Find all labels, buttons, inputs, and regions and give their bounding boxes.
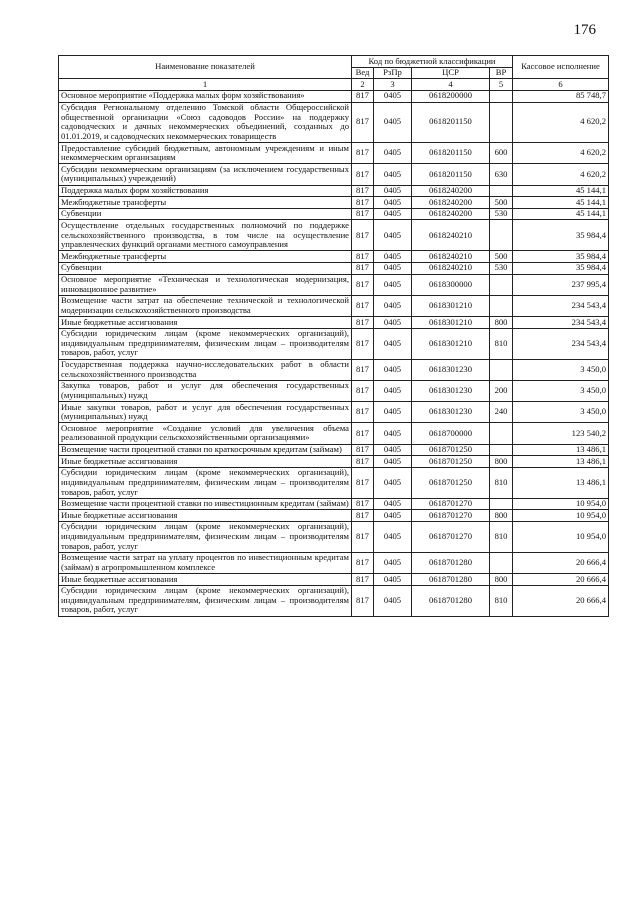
- cell-csr: 0618700000: [412, 423, 490, 444]
- cell-csr: 0618201150: [412, 143, 490, 164]
- cell-name: Субвенции: [59, 208, 352, 220]
- header-num-1: 1: [59, 79, 352, 91]
- table-row: [59, 102, 609, 143]
- table-row: [59, 220, 609, 251]
- cell-vr: 530: [490, 262, 513, 274]
- header-vr: ВР: [490, 67, 513, 79]
- cell-name: Основное мероприятие «Создание условий для увеличения объема реализованной продукции сельскохозяйственными организациями»: [59, 423, 352, 444]
- cell-amount: 234 543,4: [513, 317, 609, 329]
- cell-vr: [490, 444, 513, 456]
- cell-csr: 0618200000: [412, 90, 490, 102]
- cell-csr: 0618301230: [412, 359, 490, 380]
- table-row: [59, 380, 609, 401]
- cell-amount: 234 543,4: [513, 328, 609, 359]
- cell-name: Основное мероприятие «Техническая и технологическая модернизация, инновационное развитие»: [59, 274, 352, 295]
- cell-amount: 35 984,4: [513, 220, 609, 251]
- table-row: [59, 197, 609, 209]
- table-row: [59, 262, 609, 274]
- cell-rzpr: 0405: [374, 467, 412, 498]
- cell-ved: 817: [352, 521, 374, 552]
- cell-name: Субсидии юридическим лицам (кроме некоммерческих организаций), индивидуальным предпринимателям, физическим лицам – производителям товаров, работ, услуг: [59, 467, 352, 498]
- cell-vr: [490, 102, 513, 143]
- cell-vr: [490, 498, 513, 510]
- cell-vr: [490, 220, 513, 251]
- cell-amount: 20 666,4: [513, 552, 609, 573]
- header-num-6: 6: [513, 79, 609, 91]
- cell-rzpr: 0405: [374, 197, 412, 209]
- cell-ved: 817: [352, 498, 374, 510]
- table-row: [59, 402, 609, 423]
- header-ved: Вед: [352, 67, 374, 79]
- cell-vr: 240: [490, 402, 513, 423]
- cell-amount: 10 954,0: [513, 521, 609, 552]
- cell-vr: 600: [490, 143, 513, 164]
- cell-vr: 800: [490, 317, 513, 329]
- cell-vr: 810: [490, 521, 513, 552]
- cell-vr: [490, 423, 513, 444]
- cell-csr: 0618301210: [412, 328, 490, 359]
- cell-rzpr: 0405: [374, 317, 412, 329]
- cell-amount: 3 450,0: [513, 380, 609, 401]
- cell-ved: 817: [352, 444, 374, 456]
- cell-ved: 817: [352, 295, 374, 316]
- cell-vr: 530: [490, 208, 513, 220]
- cell-amount: 13 486,1: [513, 456, 609, 468]
- cell-ved: 817: [352, 423, 374, 444]
- cell-rzpr: 0405: [374, 102, 412, 143]
- cell-amount: 4 620,2: [513, 164, 609, 185]
- cell-amount: 45 144,1: [513, 185, 609, 197]
- page-number: 176: [573, 22, 596, 38]
- header-num-3: 3: [374, 79, 412, 91]
- table-row: [59, 317, 609, 329]
- cell-csr: 0618240200: [412, 208, 490, 220]
- table-row: [59, 359, 609, 380]
- header-num-5: 5: [490, 79, 513, 91]
- cell-rzpr: 0405: [374, 402, 412, 423]
- cell-amount: 234 543,4: [513, 295, 609, 316]
- cell-name: Межбюджетные трансферты: [59, 197, 352, 209]
- table-row: [59, 498, 609, 510]
- header-rzpr: РзПр: [374, 67, 412, 79]
- cell-rzpr: 0405: [374, 208, 412, 220]
- cell-ved: 817: [352, 380, 374, 401]
- cell-ved: 817: [352, 510, 374, 522]
- table-header: [59, 56, 609, 91]
- cell-ved: 817: [352, 143, 374, 164]
- cell-vr: [490, 295, 513, 316]
- table-row: [59, 521, 609, 552]
- cell-ved: 817: [352, 90, 374, 102]
- cell-ved: 817: [352, 220, 374, 251]
- cell-name: Субсидия Региональному отделению Томской области Общероссийской общественной организации «Союз садоводов России» на поддержку садоводческих и дачных некоммерческих объединений, созданных до 01.01.2019, и садоводческих некоммерческих товариществ: [59, 102, 352, 143]
- cell-amount: 45 144,1: [513, 197, 609, 209]
- table-row: [59, 90, 609, 102]
- cell-vr: [490, 552, 513, 573]
- cell-csr: 0618240210: [412, 262, 490, 274]
- cell-ved: 817: [352, 185, 374, 197]
- table-row: [59, 328, 609, 359]
- cell-name: Субсидии некоммерческим организациям (за исключением государственных (муниципальных) учреждений): [59, 164, 352, 185]
- cell-rzpr: 0405: [374, 164, 412, 185]
- cell-amount: 45 144,1: [513, 208, 609, 220]
- cell-amount: 3 450,0: [513, 359, 609, 380]
- table-row: [59, 423, 609, 444]
- table-row: [59, 164, 609, 185]
- cell-rzpr: 0405: [374, 251, 412, 263]
- cell-csr: 0618240200: [412, 197, 490, 209]
- header-name: Наименование показателей: [59, 56, 352, 79]
- cell-ved: 817: [352, 274, 374, 295]
- cell-name: Субсидии юридическим лицам (кроме некоммерческих организаций), индивидуальным предпринимателям, физическим лицам – производителям товаров, работ, услуг: [59, 585, 352, 616]
- cell-rzpr: 0405: [374, 444, 412, 456]
- cell-rzpr: 0405: [374, 185, 412, 197]
- cell-amount: 35 984,4: [513, 251, 609, 263]
- cell-name: Возмещение части процентной ставки по краткосрочным кредитам (займам): [59, 444, 352, 456]
- table-row: [59, 585, 609, 616]
- cell-rzpr: 0405: [374, 274, 412, 295]
- cell-vr: 500: [490, 197, 513, 209]
- cell-vr: 800: [490, 456, 513, 468]
- cell-vr: 810: [490, 328, 513, 359]
- cell-ved: 817: [352, 456, 374, 468]
- cell-vr: 810: [490, 467, 513, 498]
- table-row: [59, 295, 609, 316]
- cell-name: Возмещение части затрат на обеспечение технической и технологической модернизации сельскохозяйственного производства: [59, 295, 352, 316]
- cell-rzpr: 0405: [374, 359, 412, 380]
- cell-vr: [490, 359, 513, 380]
- cell-rzpr: 0405: [374, 220, 412, 251]
- cell-amount: 10 954,0: [513, 510, 609, 522]
- cell-rzpr: 0405: [374, 295, 412, 316]
- cell-csr: 0618240210: [412, 251, 490, 263]
- cell-vr: 500: [490, 251, 513, 263]
- cell-csr: 0618240200: [412, 185, 490, 197]
- cell-amount: 20 666,4: [513, 585, 609, 616]
- cell-vr: 810: [490, 585, 513, 616]
- cell-name: Основное мероприятие «Поддержка малых форм хозяйствования»: [59, 90, 352, 102]
- cell-ved: 817: [352, 262, 374, 274]
- header-amount: Кассовое исполнение: [513, 56, 609, 79]
- cell-csr: 0618240210: [412, 220, 490, 251]
- cell-amount: 13 486,1: [513, 467, 609, 498]
- cell-ved: 817: [352, 359, 374, 380]
- cell-name: Иные бюджетные ассигнования: [59, 574, 352, 586]
- table-row: [59, 456, 609, 468]
- cell-rzpr: 0405: [374, 262, 412, 274]
- cell-amount: 4 620,2: [513, 143, 609, 164]
- cell-rzpr: 0405: [374, 552, 412, 573]
- cell-amount: 123 540,2: [513, 423, 609, 444]
- table-row: [59, 208, 609, 220]
- cell-amount: 237 995,4: [513, 274, 609, 295]
- table-row: [59, 444, 609, 456]
- cell-name: Закупка товаров, работ и услуг для обеспечения государственных (муниципальных) нужд: [59, 380, 352, 401]
- cell-vr: [490, 185, 513, 197]
- cell-name: Иные закупки товаров, работ и услуг для обеспечения государственных (муниципальных) нужд: [59, 402, 352, 423]
- cell-ved: 817: [352, 102, 374, 143]
- table-row: [59, 467, 609, 498]
- header-code-group: Код по бюджетной классификации: [352, 56, 513, 68]
- cell-amount: 3 450,0: [513, 402, 609, 423]
- cell-rzpr: 0405: [374, 574, 412, 586]
- cell-rzpr: 0405: [374, 380, 412, 401]
- cell-ved: 817: [352, 251, 374, 263]
- cell-ved: 817: [352, 552, 374, 573]
- cell-amount: 85 748,7: [513, 90, 609, 102]
- cell-rzpr: 0405: [374, 521, 412, 552]
- cell-amount: 4 620,2: [513, 102, 609, 143]
- cell-name: Субвенции: [59, 262, 352, 274]
- cell-name: Иные бюджетные ассигнования: [59, 510, 352, 522]
- cell-rzpr: 0405: [374, 456, 412, 468]
- cell-ved: 817: [352, 574, 374, 586]
- table-row: [59, 574, 609, 586]
- cell-csr: 0618301230: [412, 402, 490, 423]
- table-row: [59, 143, 609, 164]
- cell-name: Возмещение части затрат на уплату процентов по инвестиционным кредитам (займам) в агропромышленном комплексе: [59, 552, 352, 573]
- cell-vr: 200: [490, 380, 513, 401]
- cell-csr: 0618701250: [412, 456, 490, 468]
- cell-vr: 630: [490, 164, 513, 185]
- cell-vr: [490, 274, 513, 295]
- cell-rzpr: 0405: [374, 510, 412, 522]
- table-body: [59, 90, 609, 616]
- cell-csr: 0618300000: [412, 274, 490, 295]
- cell-name: Возмещение части процентной ставки по инвестиционным кредитам (займам): [59, 498, 352, 510]
- table-row: [59, 510, 609, 522]
- cell-name: Предоставление субсидий бюджетным, автономным учреждениям и иным некоммерческим организациям: [59, 143, 352, 164]
- cell-ved: 817: [352, 328, 374, 359]
- header-num-2: 2: [352, 79, 374, 91]
- table-row: [59, 185, 609, 197]
- table-row: [59, 552, 609, 573]
- header-num-4: 4: [412, 79, 490, 91]
- cell-ved: 817: [352, 208, 374, 220]
- cell-ved: 817: [352, 197, 374, 209]
- cell-csr: 0618201150: [412, 164, 490, 185]
- cell-vr: [490, 90, 513, 102]
- cell-ved: 817: [352, 317, 374, 329]
- cell-rzpr: 0405: [374, 498, 412, 510]
- cell-name: Субсидии юридическим лицам (кроме некоммерческих организаций), индивидуальным предпринимателям, физическим лицам – производителям товаров, работ, услуг: [59, 328, 352, 359]
- cell-name: Иные бюджетные ассигнования: [59, 317, 352, 329]
- cell-ved: 817: [352, 164, 374, 185]
- cell-amount: 35 984,4: [513, 262, 609, 274]
- cell-rzpr: 0405: [374, 328, 412, 359]
- cell-csr: 0618701280: [412, 574, 490, 586]
- cell-ved: 817: [352, 585, 374, 616]
- cell-csr: 0618701280: [412, 585, 490, 616]
- cell-amount: 20 666,4: [513, 574, 609, 586]
- cell-name: Межбюджетные трансферты: [59, 251, 352, 263]
- cell-vr: 800: [490, 510, 513, 522]
- cell-name: Иные бюджетные ассигнования: [59, 456, 352, 468]
- cell-amount: 13 486,1: [513, 444, 609, 456]
- cell-rzpr: 0405: [374, 143, 412, 164]
- cell-csr: 0618701270: [412, 498, 490, 510]
- cell-rzpr: 0405: [374, 585, 412, 616]
- cell-csr: 0618301210: [412, 295, 490, 316]
- cell-rzpr: 0405: [374, 423, 412, 444]
- cell-csr: 0618201150: [412, 102, 490, 143]
- table-row: [59, 251, 609, 263]
- cell-ved: 817: [352, 402, 374, 423]
- cell-amount: 10 954,0: [513, 498, 609, 510]
- table-row: [59, 274, 609, 295]
- cell-name: Поддержка малых форм хозяйствования: [59, 185, 352, 197]
- cell-name: Осуществление отдельных государственных полномочий по поддержке сельскохозяйственного производства, в том числе на осуществление управленческих функций органами местного самоуправления: [59, 220, 352, 251]
- cell-csr: 0618701250: [412, 444, 490, 456]
- cell-csr: 0618701270: [412, 521, 490, 552]
- cell-csr: 0618701250: [412, 467, 490, 498]
- cell-csr: 0618301230: [412, 380, 490, 401]
- cell-vr: 800: [490, 574, 513, 586]
- budget-table: [58, 55, 609, 617]
- cell-name: Государственная поддержка научно-исследовательских работ в области сельскохозяйственного производства: [59, 359, 352, 380]
- cell-csr: 0618701280: [412, 552, 490, 573]
- header-csr: ЦСР: [412, 67, 490, 79]
- cell-ved: 817: [352, 467, 374, 498]
- cell-name: Субсидии юридическим лицам (кроме некоммерческих организаций), индивидуальным предпринимателям, физическим лицам – производителям товаров, работ, услуг: [59, 521, 352, 552]
- cell-csr: 0618701270: [412, 510, 490, 522]
- cell-rzpr: 0405: [374, 90, 412, 102]
- cell-csr: 0618301210: [412, 317, 490, 329]
